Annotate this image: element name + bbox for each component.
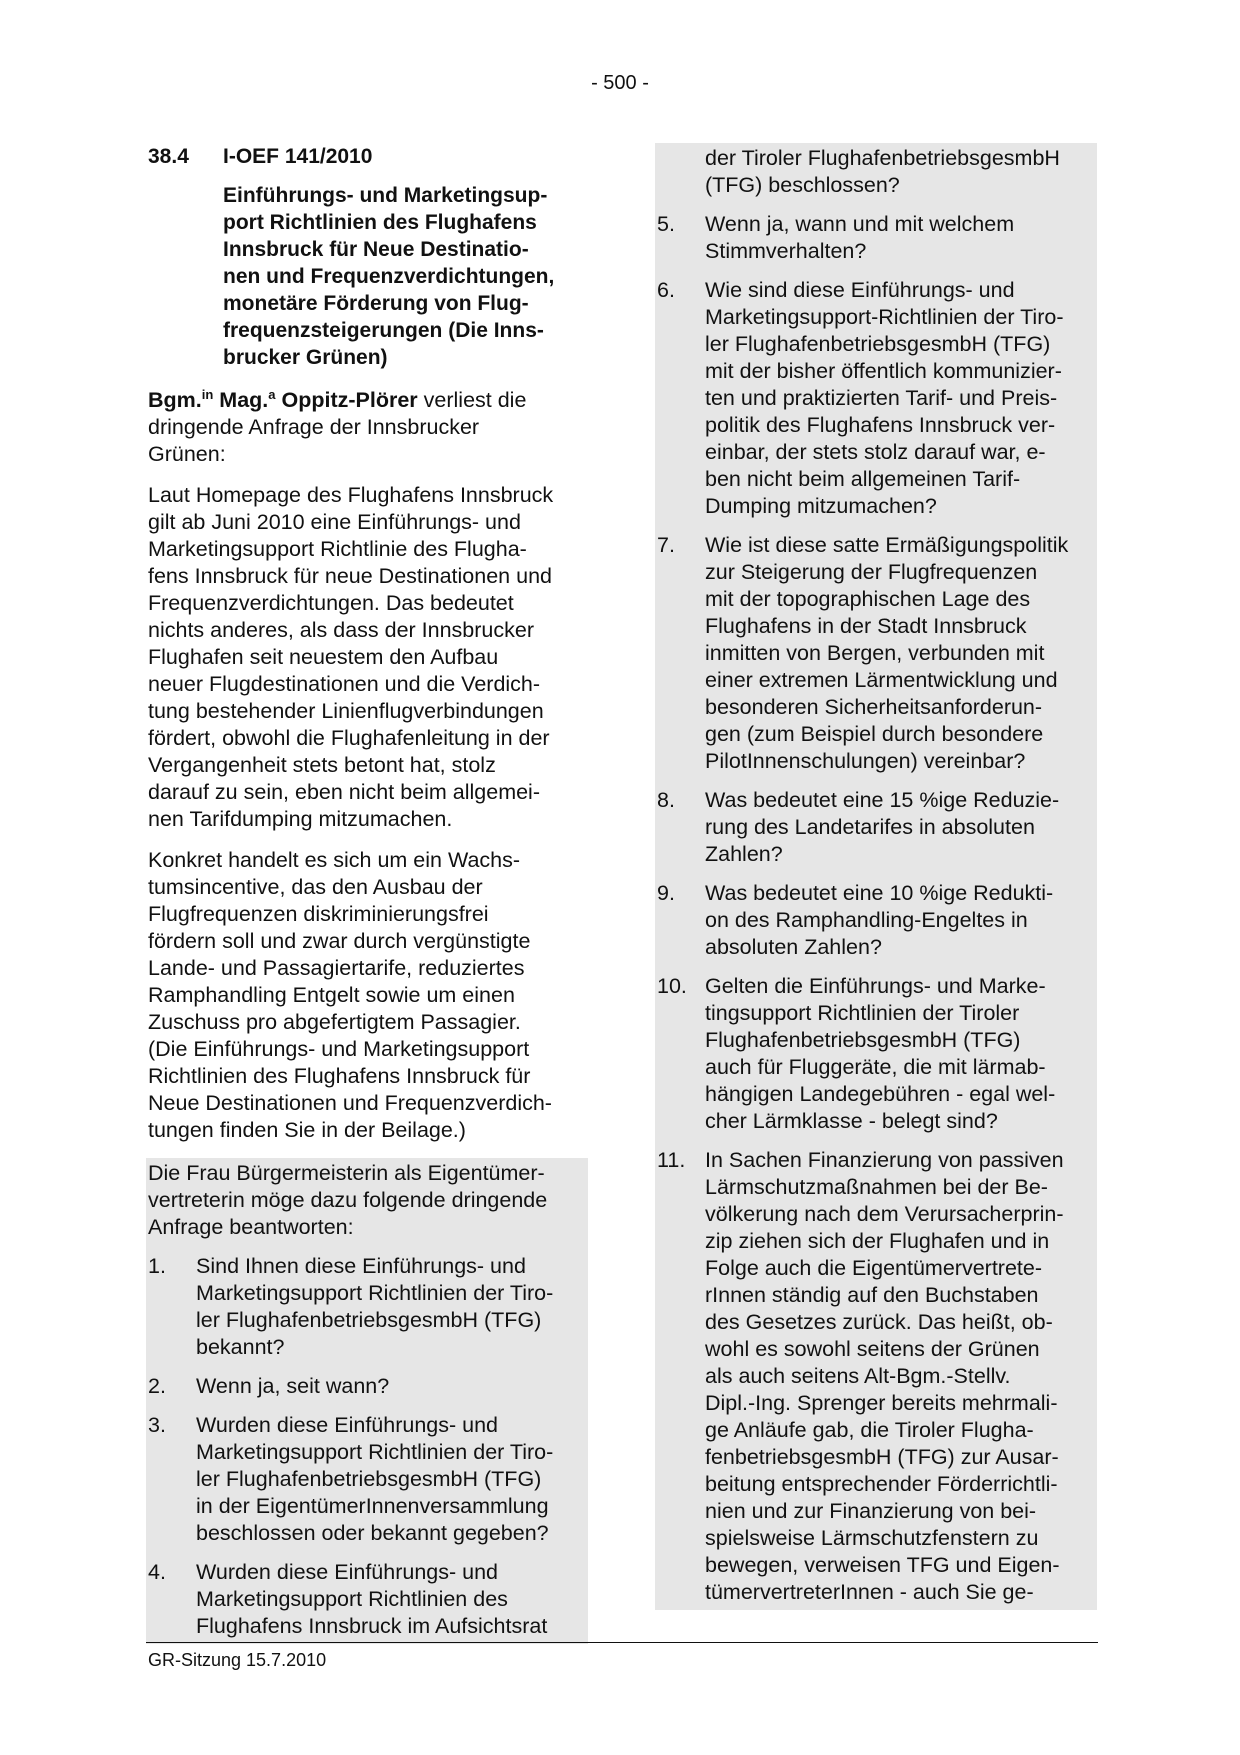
text-line: tümervertreterInnen - auch Sie ge- — [705, 1580, 1034, 1604]
question-number: 4. — [148, 1560, 166, 1584]
question-text — [196, 1253, 586, 1361]
text-line: Wie ist diese satte Ermäßigungspolitik — [705, 533, 1069, 557]
question-item — [148, 1412, 586, 1547]
left-column — [148, 143, 588, 1644]
text-line: ler FlughafenbetriebsgesmbH (TFG) — [196, 1308, 542, 1332]
question-text — [705, 880, 1095, 961]
text-line: (Die Einführungs- und Marketingsupport — [148, 1037, 530, 1061]
text-line: Sind Ihnen diese Einführungs- und — [196, 1254, 526, 1278]
text-line: Die Frau Bürgermeisterin als Eigentümer- — [148, 1161, 545, 1185]
speaker-title: Bgm.$^{in}$ Mag.$^a$ Oppitz-Plörer — [148, 386, 418, 412]
text-line: fördert, obwohl die Flughafenleitung in der — [148, 726, 550, 750]
intro-paragraph: Bgm.$^{in}$ Mag.$^a$ Oppitz-Plörer verliest die dringende Anfrage der Innsbrucker Grünen: — [148, 386, 527, 466]
text-line: Anfrage beantworten: — [148, 1215, 354, 1239]
question-text — [705, 1147, 1095, 1606]
shaded-request-block — [146, 1158, 588, 1644]
text-line: tung bestehender Linienflugverbindungen — [148, 699, 544, 723]
agenda-item-heading — [148, 143, 588, 170]
text-line: frequenzsteigerungen (Die Inns- — [223, 319, 544, 342]
question-number: 9. — [657, 881, 675, 905]
text-line: einer extremen Lärmentwicklung und — [705, 668, 1058, 692]
text-line: on des Ramphandling-Engeltes in — [705, 908, 1028, 932]
question-text — [196, 1559, 586, 1640]
question-text — [705, 787, 1095, 868]
text-line: Wenn ja, wann und mit welchem — [705, 212, 1015, 236]
question-number: 1. — [148, 1254, 166, 1278]
question-item — [657, 787, 1095, 868]
text-line: FlughafenbetriebsgesmbH (TFG) — [705, 1028, 1021, 1052]
question-number: 8. — [657, 788, 675, 812]
text-line: mit der bisher öffentlich kommunizier- — [705, 359, 1062, 383]
text-line: Ramphandling Entgelt sowie um einen — [148, 983, 515, 1007]
text-line: wohl es sowohl seitens der Grünen — [705, 1337, 1040, 1361]
text-line: hängigen Landegebühren - egal wel- — [705, 1082, 1056, 1106]
text-line: der Tiroler FlughafenbetriebsgesmbH — [705, 146, 1060, 170]
text-line: tungen finden Sie in der Beilage.) — [148, 1118, 466, 1142]
text-line: auch für Fluggeräte, die mit lärmab- — [705, 1055, 1046, 1079]
text-line: Gelten die Einführungs- und Marke- — [705, 974, 1046, 998]
body-paragraph-1 — [148, 482, 588, 833]
text-line: tumsincentive, das den Ausbau der — [148, 875, 483, 899]
question-number: 10. — [657, 974, 687, 998]
text-line: absoluten Zahlen? — [705, 935, 882, 959]
question-item — [148, 1559, 586, 1640]
question-text — [705, 211, 1095, 265]
body-paragraph-2 — [148, 847, 588, 1144]
text-line: Flughafens Innsbruck im Aufsichtsrat — [196, 1614, 548, 1638]
text-line: port Richtlinien des Flughafens — [223, 211, 537, 234]
text-line: völkerung nach dem Verursacherprin- — [705, 1202, 1064, 1226]
question-list-left — [148, 1253, 586, 1640]
text-line: fens Innsbruck für neue Destinationen und — [148, 564, 552, 588]
question-text — [705, 277, 1095, 520]
text-line: darauf zu sein, eben nicht beim allgemei- — [148, 780, 540, 804]
text-line: des Gesetzes zurück. Das heißt, ob- — [705, 1310, 1053, 1334]
text-line: Wurden diese Einführungs- und — [196, 1413, 498, 1437]
question-item — [657, 1147, 1095, 1606]
text-line: ge Anläufe gab, die Tiroler Flugha- — [705, 1418, 1034, 1442]
text-line: Laut Homepage des Flughafens Innsbruck — [148, 483, 554, 507]
question-number: 2. — [148, 1374, 166, 1398]
text-line: Innsbruck für Neue Destinatio- — [223, 238, 529, 261]
text-line: Lande- und Passagiertarife, reduziertes — [148, 956, 525, 980]
text-line: Marketingsupport Richtlinie des Flugha- — [148, 537, 527, 561]
text-line: Folge auch die Eigentümervertrete- — [705, 1256, 1043, 1280]
text-line: einbar, der stets stolz darauf war, e- — [705, 440, 1046, 464]
text-line: Flughafen seit neuestem den Aufbau — [148, 645, 499, 669]
footer-session-date: GR-Sitzung 15.7.2010 — [148, 1650, 327, 1670]
text-line: ten und praktizierten Tarif- und Preis- — [705, 386, 1058, 410]
text-line: Was bedeutet eine 15 %ige Reduzie- — [705, 788, 1060, 812]
text-line: bewegen, verweisen TFG und Eigen- — [705, 1553, 1060, 1577]
agenda-item-number: 38.4 — [148, 145, 189, 168]
text-line: Dumping mitzumachen? — [705, 494, 937, 518]
text-line: tingsupport Richtlinien der Tiroler — [705, 1001, 1020, 1025]
text-line: fenbetriebsgesmbH (TFG) zur Ausar- — [705, 1445, 1059, 1469]
text-line: bekannt? — [196, 1335, 285, 1359]
text-line: ler FlughafenbetriebsgesmbH (TFG) — [705, 332, 1051, 356]
text-line: Dipl.-Ing. Sprenger bereits mehrmali- — [705, 1391, 1058, 1415]
text-line: spielsweise Lärmschutzfenstern zu — [705, 1526, 1039, 1550]
text-line: PilotInnenschulungen) vereinbar? — [705, 749, 1026, 773]
text-line: rung des Landetarifes in absoluten — [705, 815, 1035, 839]
question-number: 7. — [657, 533, 675, 557]
question-text — [196, 1373, 586, 1400]
text-line: Flugfrequenzen diskriminierungsfrei — [148, 902, 489, 926]
text-line: monetäre Förderung von Flug- — [223, 292, 529, 315]
question-list-right — [657, 211, 1095, 1606]
question-item — [657, 211, 1095, 265]
question-number: 6. — [657, 278, 675, 302]
text-line: Marketingsupport Richtlinien der Tiro- — [196, 1281, 554, 1305]
text-line: Frequenzverdichtungen. Das bedeutet — [148, 591, 514, 615]
question-item — [148, 1253, 586, 1361]
text-line: beschlossen oder bekannt gegeben? — [196, 1521, 549, 1545]
text-line: (TFG) beschlossen? — [705, 173, 900, 197]
text-line: Wenn ja, seit wann? — [196, 1374, 390, 1398]
text-line: zip ziehen sich der Flughafen und in — [705, 1229, 1050, 1253]
footer-divider — [146, 1642, 1098, 1643]
text-line: Wie sind diese Einführungs- und — [705, 278, 1015, 302]
text-line: politik des Flughafens Innsbruck ver- — [705, 413, 1056, 437]
text-line: Marketingsupport-Richtlinien der Tiro- — [705, 305, 1064, 329]
text-line: in der EigentümerInnenversammlung — [196, 1494, 549, 1518]
text-line: In Sachen Finanzierung von passiven — [705, 1148, 1064, 1172]
text-line: Flughafens in der Stadt Innsbruck — [705, 614, 1027, 638]
agenda-item-code: I-OEF 141/2010 — [223, 145, 373, 168]
text-line: Vergangenheit stets betont hat, stolz — [148, 753, 496, 777]
text-line: Marketingsupport Richtlinien der Tiro- — [196, 1440, 554, 1464]
text-line: Zuschuss pro abgefertigtem Passagier. — [148, 1010, 521, 1034]
text-line: als auch seitens Alt-Bgm.-Stellv. — [705, 1364, 1011, 1388]
question-4-continuation — [657, 145, 1095, 199]
shaded-question-block — [655, 143, 1097, 1610]
question-item — [657, 532, 1095, 775]
text-line: besonderen Sicherheitsanforderun- — [705, 695, 1043, 719]
text-line: Neue Destinationen und Frequenzverdich- — [148, 1091, 552, 1115]
right-column — [657, 143, 1097, 1610]
text-line: zur Steigerung der Flugfrequenzen — [705, 560, 1038, 584]
question-item — [657, 973, 1095, 1135]
text-line: ben nicht beim allgemeinen Tarif- — [705, 467, 1021, 491]
text-line: rInnen ständig auf den Buchstaben — [705, 1283, 1039, 1307]
question-item — [657, 880, 1095, 961]
text-line: mit der topographischen Lage des — [705, 587, 1031, 611]
text-line: brucker Grünen) — [223, 346, 388, 369]
text-line: nen und Frequenzverdichtungen, — [223, 265, 555, 288]
text-line: Lärmschutzmaßnahmen bei der Be- — [705, 1175, 1048, 1199]
text-line: Was bedeutet eine 10 %ige Redukti- — [705, 881, 1054, 905]
text-line: ler FlughafenbetriebsgesmbH (TFG) — [196, 1467, 542, 1491]
question-text — [705, 973, 1095, 1135]
text-line: neuer Flugdestinationen und die Verdich- — [148, 672, 541, 696]
question-item — [657, 277, 1095, 520]
page-number: - 500 - — [591, 72, 649, 94]
text-line: nen Tarifdumping mitzumachen. — [148, 807, 453, 831]
question-number: 11. — [657, 1148, 686, 1172]
text-line: Richtlinien des Flughafens Innsbruck für — [148, 1064, 531, 1088]
text-line: gen (zum Beispiel durch besondere — [705, 722, 1044, 746]
text-line: inmitten von Bergen, verbunden mit — [705, 641, 1045, 665]
text-line: Einführungs- und Marketingsup- — [223, 184, 548, 207]
agenda-item-title — [223, 182, 588, 371]
text-line: cher Lärmklasse - belegt sind? — [705, 1109, 998, 1133]
text-line: Stimmverhalten? — [705, 239, 867, 263]
text-line: Zahlen? — [705, 842, 783, 866]
question-text — [196, 1412, 586, 1547]
request-intro — [148, 1160, 586, 1241]
text-line: vertreterin möge dazu folgende dringende — [148, 1188, 548, 1212]
question-item — [148, 1373, 586, 1400]
text-line: nichts anderes, als dass der Innsbrucker — [148, 618, 535, 642]
text-line: Konkret handelt es sich um ein Wachs- — [148, 848, 521, 872]
text-line: gilt ab Juni 2010 eine Einführungs- und — [148, 510, 521, 534]
question-text — [705, 532, 1095, 775]
question-number: 5. — [657, 212, 675, 236]
text-line: fördern soll und zwar durch vergünstigte — [148, 929, 531, 953]
question-number: 3. — [148, 1413, 166, 1437]
text-line: beitung entsprechender Förderrichtli- — [705, 1472, 1058, 1496]
text-line: Wurden diese Einführungs- und — [196, 1560, 498, 1584]
text-line: Marketingsupport Richtlinien des — [196, 1587, 508, 1611]
text-line: nien und zur Finanzierung von bei- — [705, 1499, 1037, 1523]
